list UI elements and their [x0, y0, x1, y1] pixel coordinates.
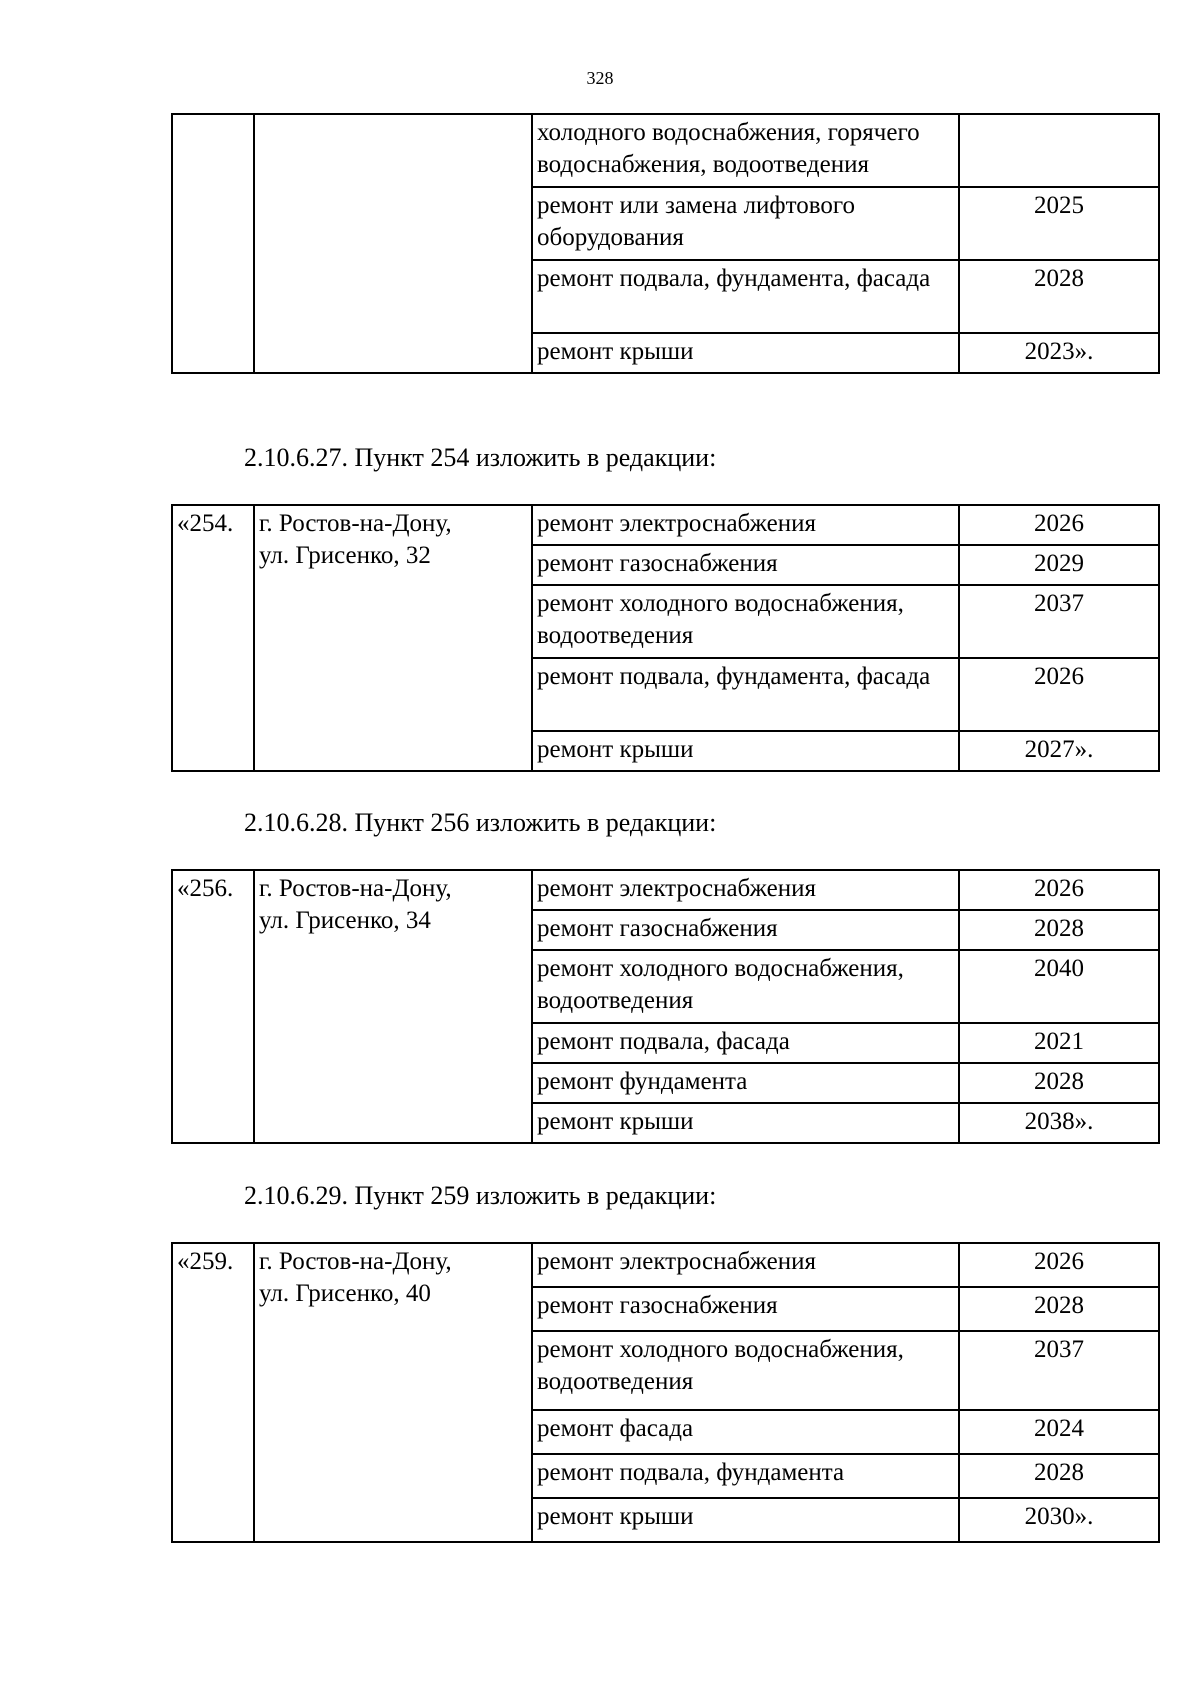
table-item-259 — [171, 1242, 1160, 1543]
year-cell: 2028 — [959, 910, 1159, 950]
address-cell — [254, 870, 532, 1143]
year-cell: 2028 — [959, 1454, 1159, 1498]
address-street: ул. Грисенко, 32 — [259, 542, 431, 569]
work-cell: ремонт или замена лифтового оборудования — [532, 187, 959, 260]
table-row — [172, 870, 1159, 910]
year-cell: 2029 — [959, 545, 1159, 585]
address-city: г. Ростов-на-Дону, — [259, 1248, 452, 1275]
year-cell: 2024 — [959, 1410, 1159, 1454]
year-cell: 2021 — [959, 1023, 1159, 1063]
work-cell: ремонт электроснабжения — [532, 1243, 959, 1287]
address-cell — [254, 505, 532, 771]
address-cell — [254, 1243, 532, 1542]
work-cell: ремонт крыши — [532, 1103, 959, 1143]
table-continued — [171, 113, 1160, 374]
year-cell: 2026 — [959, 1243, 1159, 1287]
work-cell: ремонт фундамента — [532, 1063, 959, 1103]
work-cell: ремонт электроснабжения — [532, 870, 959, 910]
year-cell: 2038». — [959, 1103, 1159, 1143]
year-cell: 2023». — [959, 333, 1159, 373]
year-cell: 2028 — [959, 1063, 1159, 1103]
work-cell: ремонт газоснабжения — [532, 910, 959, 950]
table-item-256 — [171, 869, 1160, 1144]
address-cell — [254, 114, 532, 373]
year-cell: 2028 — [959, 1287, 1159, 1331]
item-number-cell — [172, 114, 254, 373]
table-row — [172, 1243, 1159, 1287]
address-city: г. Ростов-на-Дону, — [259, 510, 452, 537]
year-cell — [959, 114, 1159, 187]
work-cell: ремонт электроснабжения — [532, 505, 959, 545]
work-cell: ремонт крыши — [532, 731, 959, 771]
item-number-cell: «259. — [172, 1243, 254, 1542]
work-cell: ремонт холодного водоснабжения, водоотведения — [532, 585, 959, 658]
year-cell: 2028 — [959, 260, 1159, 333]
section-heading: 2.10.6.27. Пункт 254 изложить в редакции: — [244, 443, 717, 472]
item-number-cell: «256. — [172, 870, 254, 1143]
work-cell: ремонт газоснабжения — [532, 1287, 959, 1331]
work-cell: ремонт подвала, фундамента, фасада — [532, 260, 959, 333]
year-cell: 2026 — [959, 658, 1159, 731]
work-cell: холодного водоснабжения, горячего водоснабжения, водоотведения — [532, 114, 959, 187]
year-cell: 2040 — [959, 950, 1159, 1023]
page-number: 328 — [586, 68, 614, 88]
year-cell: 2027». — [959, 731, 1159, 771]
year-cell: 2026 — [959, 870, 1159, 910]
year-cell: 2037 — [959, 1331, 1159, 1410]
year-cell: 2037 — [959, 585, 1159, 658]
table-row — [172, 114, 1159, 187]
section-heading: 2.10.6.29. Пункт 259 изложить в редакции: — [244, 1181, 717, 1210]
work-cell: ремонт подвала, фундамента, фасада — [532, 658, 959, 731]
section-heading: 2.10.6.28. Пункт 256 изложить в редакции: — [244, 808, 717, 837]
work-cell: ремонт крыши — [532, 1498, 959, 1542]
table-item-254 — [171, 504, 1160, 772]
year-cell: 2026 — [959, 505, 1159, 545]
work-cell: ремонт крыши — [532, 333, 959, 373]
year-cell: 2030». — [959, 1498, 1159, 1542]
address-street: ул. Грисенко, 40 — [259, 1280, 431, 1307]
work-cell: ремонт холодного водоснабжения, водоотведения — [532, 1331, 959, 1410]
work-cell: ремонт фасада — [532, 1410, 959, 1454]
work-cell: ремонт подвала, фасада — [532, 1023, 959, 1063]
work-cell: ремонт подвала, фундамента — [532, 1454, 959, 1498]
work-cell: ремонт холодного водоснабжения, водоотведения — [532, 950, 959, 1023]
address-city: г. Ростов-на-Дону, — [259, 875, 452, 902]
item-number-cell: «254. — [172, 505, 254, 771]
work-cell: ремонт газоснабжения — [532, 545, 959, 585]
year-cell: 2025 — [959, 187, 1159, 260]
address-street: ул. Грисенко, 34 — [259, 907, 431, 934]
table-row — [172, 505, 1159, 545]
